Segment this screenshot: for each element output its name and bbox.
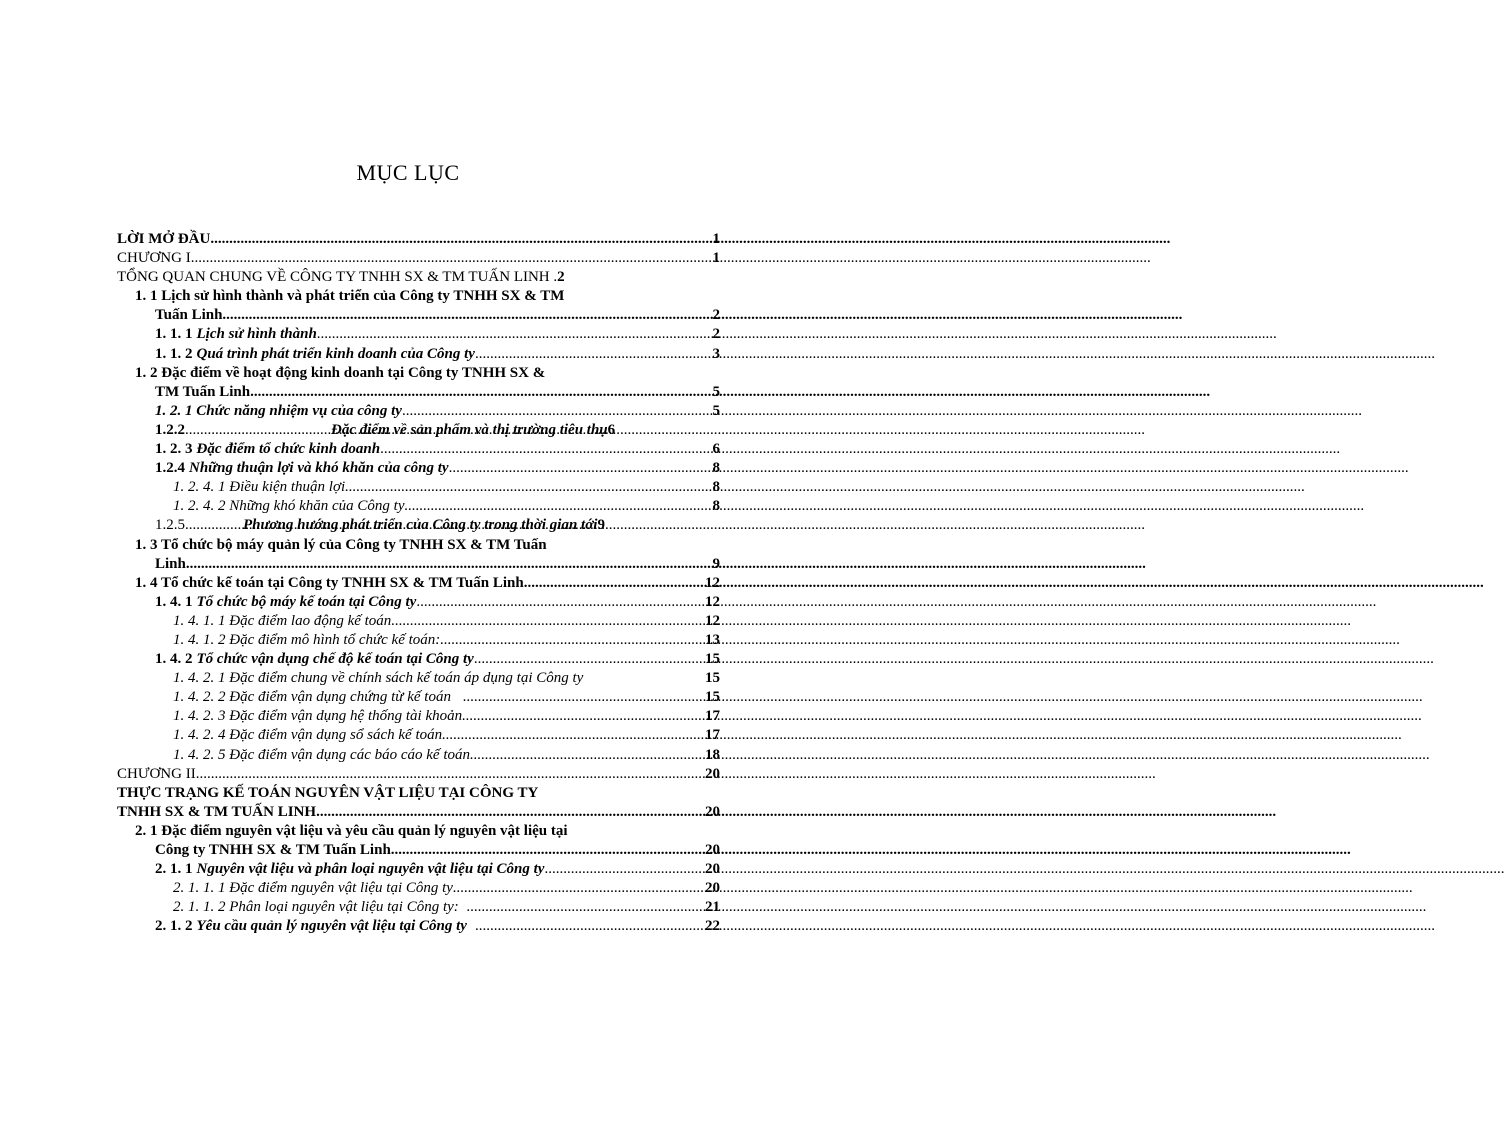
toc-entry[interactable] [117,249,720,268]
toc-leader [440,631,705,650]
toc-leader [405,497,713,516]
toc-page-number: 8 [712,498,720,515]
toc-entry-text: Quá trình phát triển kinh doanh của Công ty [196,345,475,362]
toc-page-number: 1 [712,231,720,247]
toc-entry[interactable] [117,574,720,593]
toc-leader [467,917,705,936]
toc-leader [191,249,713,268]
toc-entry-number: 1. 1. 2 [155,345,193,362]
toc-entry[interactable] [117,287,720,325]
toc-entry-text: 1. 2. 4. 2 Những khó khăn của Công ty [173,498,405,515]
toc-leader [449,459,713,478]
toc-leader [391,612,705,631]
toc-entry[interactable] [117,497,720,516]
toc-entry[interactable] [117,612,720,631]
toc-entry-number: 1.2.2 [155,421,185,438]
toc-entry-text: 1. 1 Lịch sử hình thành và phát triển của Công ty TNHH SX & TM [135,288,565,305]
toc-entry-text: Đặc điểm về sản phẩm và thị trường tiêu thụ [331,421,608,438]
toc-page-number: 6 [712,441,720,458]
toc-entry-text: TỔNG QUAN CHUNG VỀ CÔNG TY TNHH SX & TM TUẤN LINH [117,269,550,286]
toc-entry[interactable] [117,726,720,745]
toc-entry[interactable] [117,917,720,936]
toc-page-number: 13 [705,631,720,648]
toc-page-number: 6 [607,421,616,438]
toc-page-number: 3 [712,345,720,362]
toc-page-number: 2 [712,307,720,324]
toc-leader [316,803,705,822]
toc-entry-text-cont: Tuấn Linh [155,307,223,324]
toc-leader [442,726,705,745]
toc-entry[interactable] [117,536,720,574]
toc-entry-text: 1. 2 Đặc điểm về hoạt động kinh doanh tại Công ty TNHH SX & [135,364,546,381]
page-title: MỤC LỤC [356,160,460,185]
toc-entry-number: 2. 1. 2 [155,918,193,935]
toc-page-number: 20 [705,803,720,820]
toc-entry[interactable] [117,421,720,440]
toc-leader [317,325,713,344]
toc-page-number: 5 [712,402,720,419]
table-of-contents [117,230,720,936]
toc-leader [453,879,705,898]
toc-entry-number: 2. 1. 1 [155,861,193,878]
toc-page-number: 12 [705,593,720,610]
toc-page-number: 17 [705,708,720,725]
toc-entry[interactable] [117,784,720,822]
toc-entry[interactable] [117,440,720,459]
toc-entry-text: 1. 4. 2. 2 Đặc điểm vận dụng chứng từ kế toán [173,689,451,706]
toc-entry-text: THỰC TRẠNG KẾ TOÁN NGUYÊN VẬT LIỆU TẠI CÔNG TY [117,784,539,801]
toc-leader [402,402,713,421]
toc-entry-number: 1. 4. 2 [155,651,193,668]
toc-page-number: 15 [705,651,720,668]
toc-entry[interactable] [117,707,720,726]
toc-leader [185,516,243,535]
toc-entry-text: 2. 1. 1. 1 Đặc điểm nguyên vật liệu tại Công ty [173,880,453,897]
toc-entry[interactable] [117,650,720,669]
toc-page-number: 12 [705,612,720,629]
toc-entry-text: 1. 4. 2. 4 Đặc điểm vận dụng sổ sách kế toán [173,727,443,744]
toc-leader [416,593,705,612]
toc-entry[interactable] [117,860,720,879]
toc-page-number: 20 [705,765,720,782]
toc-entry-text: CHƯƠNG II [117,765,196,782]
toc-entry-number: 1. 1. 1 [155,326,193,343]
toc-entry-text: 1. 4. 2. 1 Đặc điểm chung về chính sách kế toán áp dụng tại Công ty [173,670,584,687]
toc-page-number: 8 [712,479,720,496]
toc-page-number: 15 [705,670,720,687]
toc-entry-text-cont: TM Tuấn Linh [155,383,251,400]
toc-entry-text: 2. 1 Đặc điểm nguyên vật liệu và yêu cầu quản lý nguyên vật liệu tại [135,822,568,839]
toc-entry-text: CHƯƠNG I [117,250,191,267]
toc-page-number: 1 [712,250,720,267]
toc-entry[interactable] [117,669,720,688]
toc-page-number: 2 [557,269,565,286]
toc-entry-text: 1. 4. 2. 5 Đặc điểm vận dụng các báo cáo kế toán [173,746,471,763]
toc-entry-text: 2. 1. 1. 2 Phân loại nguyên vật liệu tại Công ty: [173,899,459,916]
toc-entry[interactable] [117,879,720,898]
toc-entry-text: Tổ chức vận dụng chế độ kế toán tại Công ty [196,651,474,668]
toc-page-number: 9 [712,555,720,572]
toc-entry-text: Phương hướng phát triển của Công ty trong thời gian tới [243,517,598,534]
toc-entry-text: LỜI MỞ ĐẦU [117,231,211,247]
toc-entry[interactable] [117,345,720,364]
toc-page-number: 8 [712,460,720,477]
toc-entry-text: 1. 4. 1. 2 Đặc điểm mô hình tổ chức kế toán: [173,631,441,648]
toc-entry-text: 1. 4 Tổ chức kế toán tại Công ty TNHH SX & TM Tuấn Linh [135,574,524,591]
toc-leader [345,478,712,497]
toc-entry-text: Những thuận lợi và khó khăn của công ty [189,460,449,477]
toc-entry-text: 1. 2. 1 Chức năng nhiệm vụ của công ty [155,402,402,419]
toc-entry-text-cont: Linh [155,555,186,572]
toc-entry[interactable] [117,898,720,917]
toc-entry[interactable]: TỔNG QUAN CHUNG VỀ CÔNG TY TNHH SX & TM TUẤN LINH . 2 [117,268,720,287]
toc-page-number: 2 [712,326,720,343]
toc-entry-text: Lịch sử hình thành [196,326,317,343]
toc-page-number: 20 [705,861,720,878]
toc-leader [470,746,705,765]
toc-leader [459,898,705,917]
toc-entry-text: Đặc điểm tổ chức kinh doanh [196,441,381,458]
toc-leader [451,688,705,707]
toc-leader [544,860,705,879]
toc-entry[interactable] [117,631,720,650]
toc-entry[interactable] [117,746,720,765]
toc-entry-text: Tổ chức bộ máy kế toán tại Công ty [196,593,417,610]
toc-entry[interactable] [117,822,720,860]
toc-entry-text: 1. 4. 1. 1 Đặc điểm lao động kế toán [173,612,392,629]
toc-entry[interactable] [117,688,720,707]
toc-entry-text: 1. 4. 2. 3 Đặc điểm vận dụng hệ thống tài khoản [173,708,463,725]
toc-leader [210,230,712,249]
toc-page-number: 17 [705,727,720,744]
toc-page-number: 12 [705,574,720,591]
toc-entry-text-cont: Công ty TNHH SX & TM Tuấn Linh [155,842,391,858]
toc-leader [250,383,712,402]
toc-page-number: 20 [705,842,720,858]
toc-entry-text: 1. 3 Tổ chức bộ máy quản lý của Công ty TNHH SX & TM Tuấn [135,536,547,553]
toc-entry-text-cont: TNHH SX & TM TUẤN LINH [117,803,317,820]
toc-leader [186,555,713,574]
toc-page-number: 21 [705,899,720,916]
toc-leader [380,440,712,459]
toc-entry[interactable] [117,459,720,478]
toc-entry-number: 1.2.4 [155,460,185,477]
toc-leader [474,650,705,669]
toc-leader [222,306,712,325]
toc-entry[interactable] [117,765,720,784]
toc-leader [185,421,331,440]
toc-entry[interactable] [117,230,720,249]
toc-entry[interactable] [117,402,720,421]
toc-entry-text: 1. 2. 4. 1 Điều kiện thuận lợi [173,479,346,496]
toc-page-number: 15 [705,689,720,706]
toc-entry[interactable] [117,478,720,497]
toc-page-number: 5 [712,383,720,400]
toc-entry-number: 1.2.5 [155,517,185,534]
toc-entry-number: 1. 4. 1 [155,593,193,610]
toc-entry-text: Yêu cầu quản lý nguyên vật liệu tại Công ty [196,918,467,935]
toc-leader [475,345,713,364]
toc-entry-number: 1. 2. 3 [155,441,193,458]
toc-entry[interactable] [117,364,720,402]
toc-leader [391,841,705,860]
toc-leader [196,765,705,784]
toc-entry[interactable] [117,593,720,612]
toc-entry[interactable] [117,325,720,344]
toc-entry[interactable] [117,516,720,535]
toc-page-number: 9 [597,517,605,534]
toc-leader [524,574,705,593]
toc-page-number: 20 [705,880,720,897]
toc-page-number: 18 [705,746,720,763]
toc-leader [462,707,705,726]
toc-page-number: 22 [705,918,720,935]
toc-entry-text: Nguyên vật liệu và phân loại nguyên vật liệu tại Công ty [196,861,545,878]
